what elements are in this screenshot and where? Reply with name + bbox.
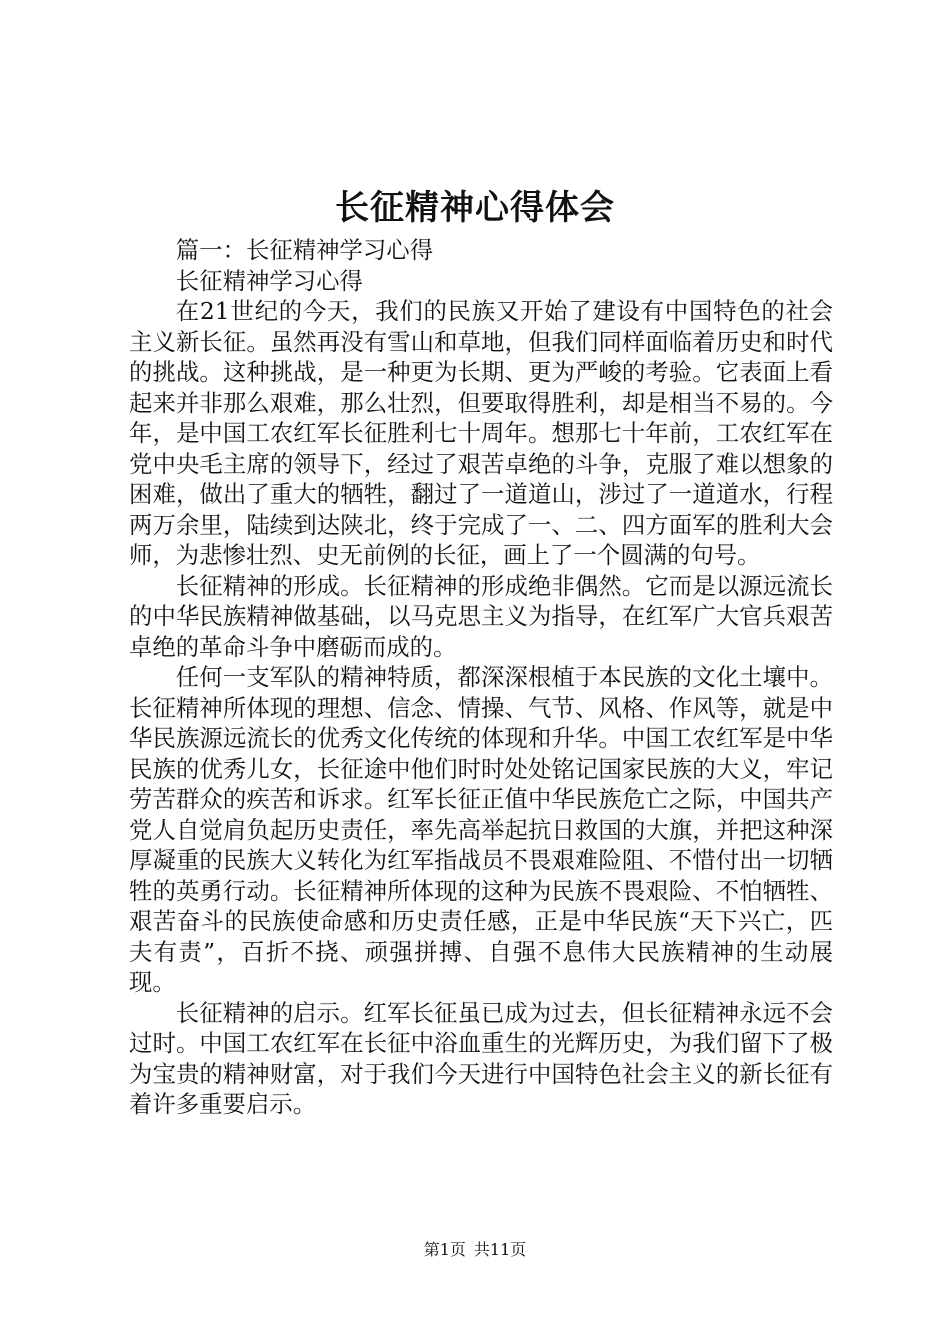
section-heading: 篇一：长征精神学习心得: [175, 236, 434, 264]
page-number: 第1页: [423, 1240, 466, 1259]
document-title: 长征精神心得体会: [335, 188, 615, 228]
document-body: [129, 235, 833, 1120]
paragraph: 在21世纪的今天，我们的民族又开始了建设有中国特色的社会主义新长征。虽然再没有雪山和草地，但我们同样面临着历史和时代的挑战。这种挑战，是一种更为长期、更为严峻的考验。它表面上看起来并非那么艰难，那么壮烈，但要取得胜利，却是相当不易的。今年，是中国工农红军长征胜利七十周年。想那七十年前，工农红军在党中央毛主席的领导下，经过了艰苦卓绝的斗争，克服了难以想象的困难，做出了重大的牺牲，翻过了一道道山，涉过了一道道水，行程两万余里，陆续到达陕北，终于完成了一、二、四方面军的胜利大会师，为悲惨壮烈、史无前例的长征，画上了一个圆满的句号。: [129, 297, 833, 569]
subheading: 长征精神学习心得: [175, 266, 363, 295]
paragraph: 长征精神的启示。红军长征虽已成为过去，但长征精神永远不会过时。中国工农红军在长征中浴血重生的光辉历史，为我们留下了极为宝贵的精神财富，对于我们今天进行中国特色社会主义的新长征有着许多重要启示。: [129, 998, 833, 1118]
page-footer: [0, 1238, 950, 1262]
paragraph: 长征精神的形成。长征精神的形成绝非偶然。它而是以源远流长的中华民族精神做基础，以马克思主义为指导，在红军广大官兵艰苦卓绝的革命斗争中磨砺而成的。: [129, 571, 833, 661]
paragraph: 任何一支军队的精神特质，都深深根植于本民族的文化土壤中。长征精神所体现的理想、信念、情操、气节、风格、作风等，就是中华民族源远流长的优秀文化传统的体现和升华。中国工农红军是中华民族的优秀儿女，长征途中他们时时处处铭记国家民族的大义，牢记劳苦群众的疾苦和诉求。红军长征正值中华民族危亡之际，中国共产党人自觉肩负起历史责任，率先高举起抗日救国的大旗，并把这种深厚凝重的民族大义转化为红军指战员不畏艰难险阻、不惜付出一切牺牲的英勇行动。长征精神所体现的这种为民族不畏艰险、不怕牺牲、艰苦奋斗的民族使命感和历史责任感，正是中华民族“天下兴亡，匹夫有责”，百折不挠、顽强拼搏、自强不息伟大民族精神的生动展现。: [129, 663, 833, 996]
page-total: 共11页: [473, 1240, 527, 1259]
